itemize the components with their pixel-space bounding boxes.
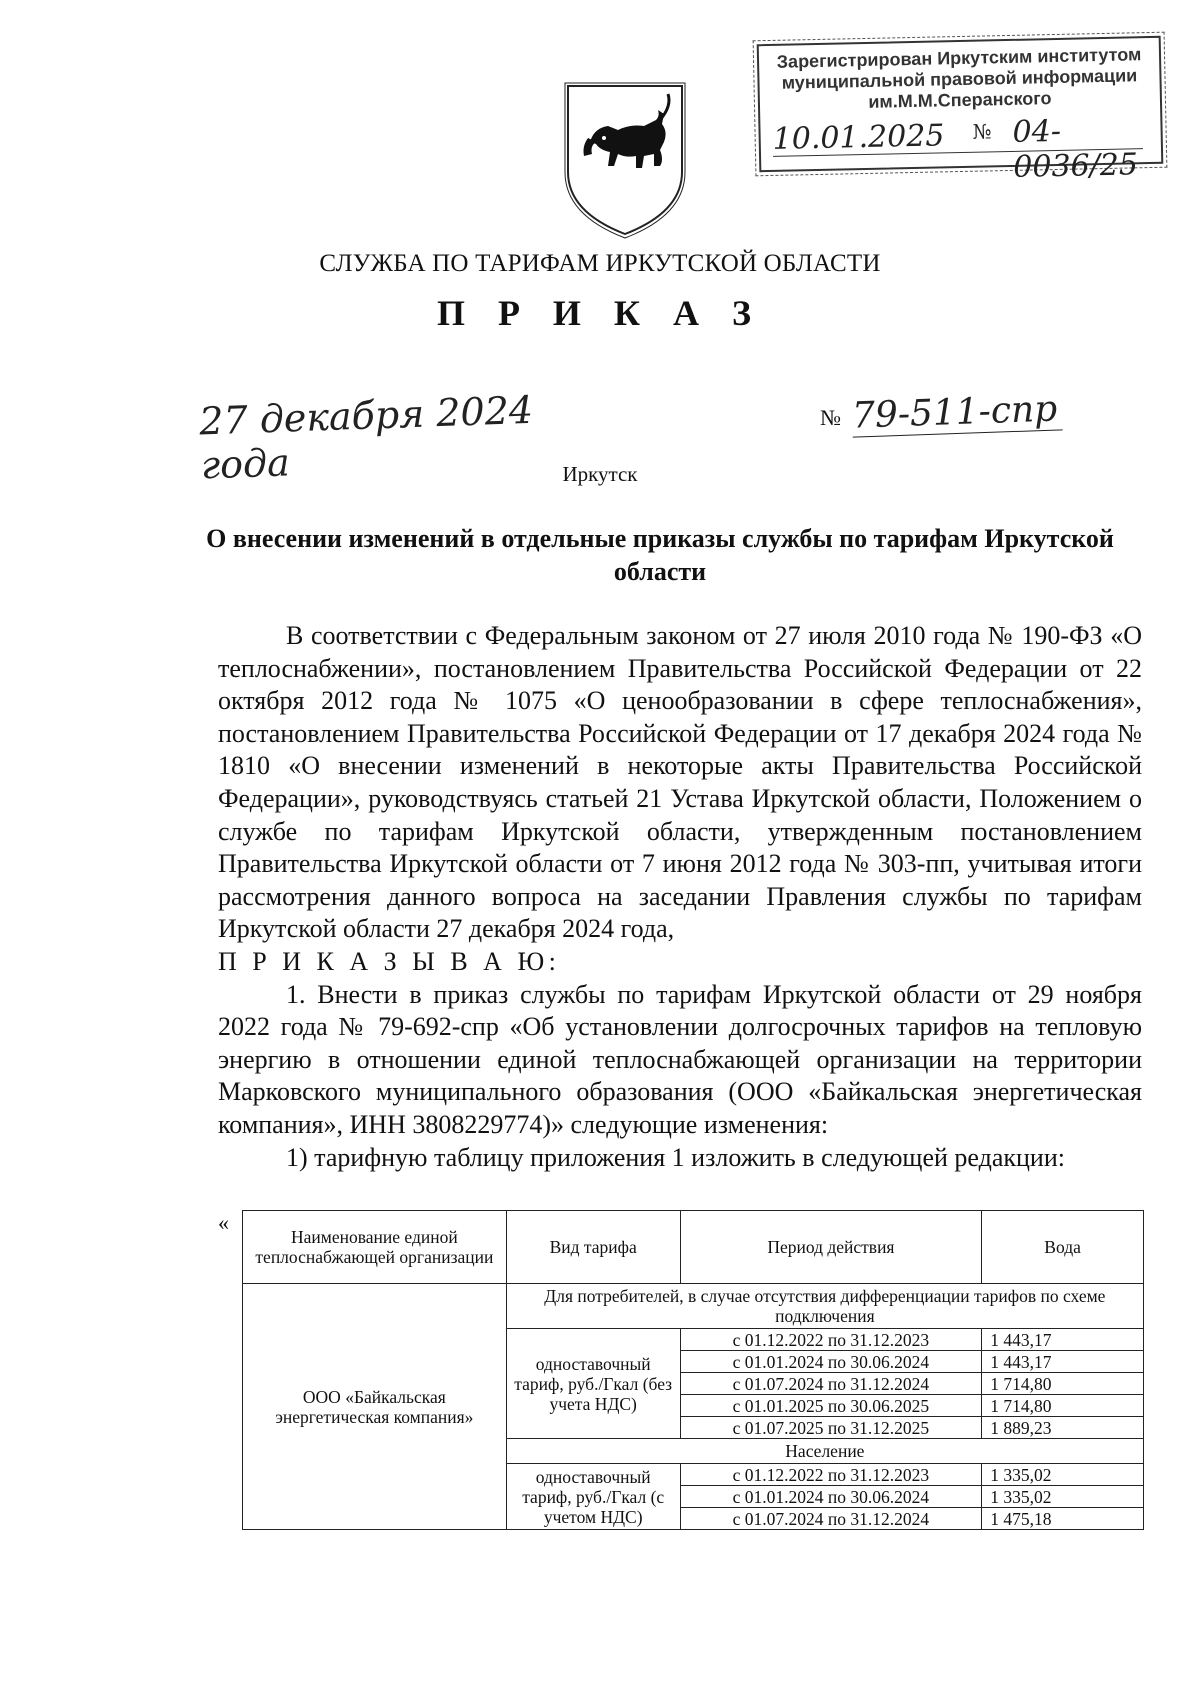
handwritten-order-number: 79-511-спр [851, 388, 1062, 437]
period-cell: с 01.07.2025 по 31.12.2025 [680, 1417, 982, 1439]
order-number-sign: № [820, 405, 841, 430]
value-cell: 1 335,02 [982, 1486, 1144, 1508]
order-word: П Р И К А З Ы В А Ю: [218, 946, 561, 976]
item-1-1-paragraph: 1) тарифную таблицу приложения 1 изложить в следующей редакции: [286, 1142, 1065, 1172]
document-body [218, 620, 1142, 1174]
group-1-title: Для потребителей, в случае отсутствия дифференциации тарифов по схеме подключения [506, 1284, 1143, 1329]
period-cell: с 01.01.2025 по 30.06.2025 [680, 1395, 982, 1417]
stamp-line-3: им.М.М.Сперанского [868, 88, 1052, 112]
period-cell: с 01.12.2022 по 31.12.2023 [680, 1329, 982, 1351]
period-cell: с 01.01.2024 по 30.06.2024 [680, 1486, 982, 1508]
agency-name: СЛУЖБА ПО ТАРИФАМ ИРКУТСКОЙ ОБЛАСТИ [319, 250, 881, 277]
period-cell: с 01.01.2024 по 30.06.2024 [680, 1351, 982, 1373]
value-cell: 1 443,17 [982, 1329, 1144, 1351]
value-cell: 1 475,18 [982, 1508, 1144, 1530]
org-name-cell: ООО «Байкальская энергетическая компания» [243, 1284, 507, 1530]
registration-stamp [757, 36, 1164, 185]
value-cell: 1 443,17 [982, 1351, 1144, 1373]
group-2-title: Население [506, 1439, 1143, 1464]
period-cell: с 01.07.2024 по 31.12.2024 [680, 1508, 982, 1530]
group-2-tariff-type: одноставочный тариф, руб./Гкал (с учетом НДС) [506, 1464, 680, 1530]
period-cell: с 01.07.2024 по 31.12.2024 [680, 1373, 982, 1395]
group-1-tariff-type: одноставочный тариф, руб./Гкал (без учета НДС) [506, 1329, 680, 1439]
group-1-title-row [243, 1284, 1144, 1329]
handwritten-date: 27 декабря 2024 года [198, 387, 534, 488]
stamp-registration [772, 113, 1151, 185]
header-water: Вода [982, 1211, 1144, 1284]
coat-of-arms-emblem [560, 80, 690, 240]
period-cell: с 01.12.2022 по 31.12.2023 [680, 1464, 982, 1486]
document-subject: О внесении изменений в отдельные приказы службы по тарифам Иркутской области [206, 524, 1114, 586]
city-name: Иркутск [562, 462, 638, 486]
header-period: Период действия [680, 1211, 982, 1284]
stamp-reg-number: 04-0036/25 [1012, 113, 1139, 185]
header-tariff-type: Вид тарифа [506, 1211, 680, 1284]
value-cell: 1 335,02 [982, 1464, 1144, 1486]
stamp-line-2: муниципальной правовой информации [781, 65, 1138, 93]
stamp-reg-date: 10.01.2025 [772, 118, 945, 157]
open-quote: « [218, 1210, 229, 1235]
header-org: Наименование единой теплоснабжающей организации [243, 1211, 507, 1284]
item-1-paragraph: 1. Внести в приказ службы по тарифам Иркутской области от 29 ноября 2022 года № 79-692-спр «Об установлении долгосрочных тарифов на тепловую энергию в отношении единой теплоснабжающей организации на территории Марковского муниципального образования (ООО «Байкальская энергетическая компания», ИНН 3808229774)» следующие изменения: [218, 979, 1142, 1139]
tariff-table [242, 1210, 1144, 1530]
value-cell: 1 889,23 [982, 1417, 1144, 1439]
stamp-line-1: Зарегистрирован Иркутским институтом [776, 44, 1142, 72]
value-cell: 1 714,80 [982, 1373, 1144, 1395]
stamp-number-sign: № [972, 119, 992, 144]
preamble-paragraph: В соответствии с Федеральным законом от 27 июля 2010 года № 190-ФЗ «О теплоснабжении», постановлением Правительства Российской Федерации от 22 октября 2012 года № 1075 «О ценообразовании в сфере теплоснабжения», постановлением Правительства Российской Федерации от 17 декабря 2024 года № 1810 «О внесении изменений в некоторые акты Правительства Российской Федерации», руководствуясь статьей 21 Устава Иркутской области, Положением о службе по тарифам Иркутской области, утвержденным постановлением Правительства Иркутской области от 7 июня 2012 года № 303-пп, учитывая итоги рассмотрения данного вопроса на заседании Правления службы по тарифам Иркутской области 27 декабря 2024 года, [218, 621, 1142, 944]
document-type-title: П Р И К А З [436, 293, 764, 333]
value-cell: 1 714,80 [982, 1395, 1144, 1417]
table-header-row [243, 1211, 1144, 1284]
